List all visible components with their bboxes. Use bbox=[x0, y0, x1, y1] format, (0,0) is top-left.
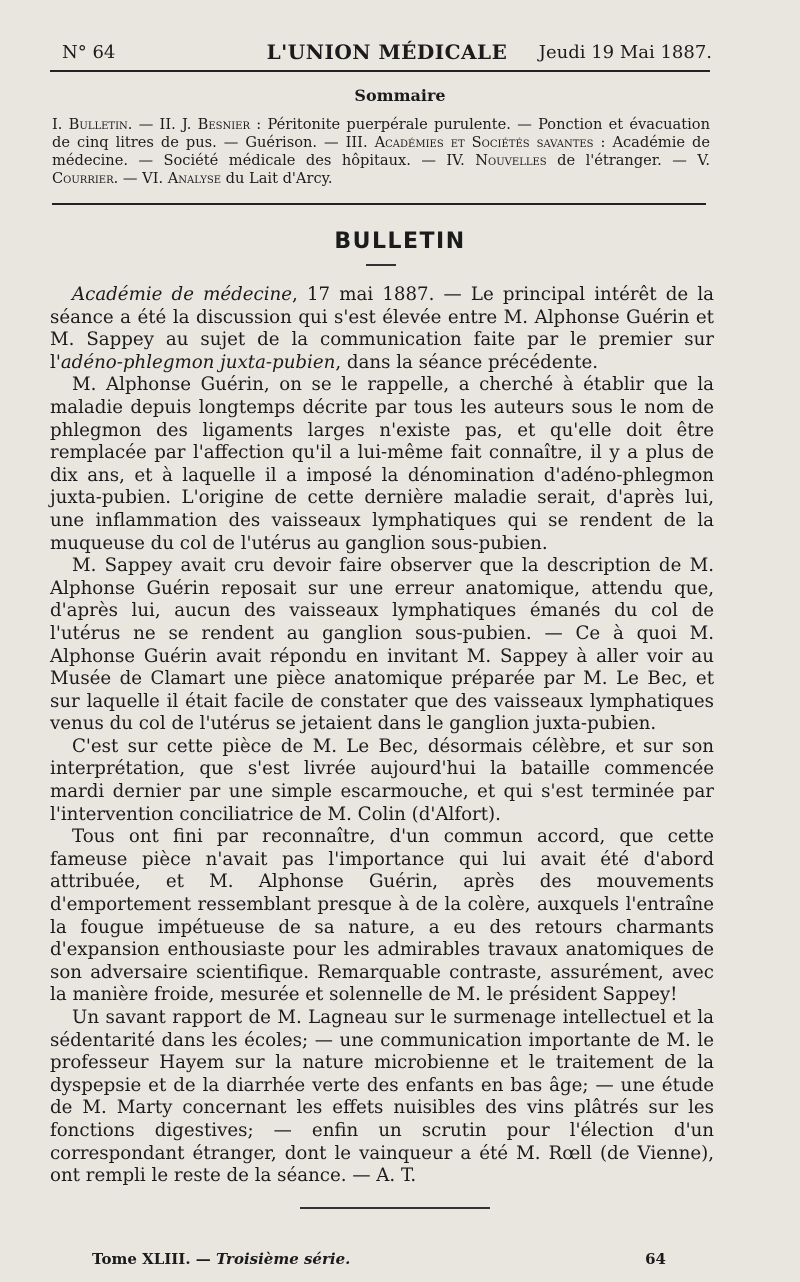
paragraph-3: M. Sappey avait cru devoir faire observer que la description de M. Alphonse Guérin reposait sur une erreur anatomique, attendu que, d'après lui, aucun des vaisseaux lymphatiques émanés du col de l'utérus ne se rendent au ganglion sous-pubien. — Ce à quoi M. Alphonse Guérin avait répondu en invitant M. Sappey à aller voir au Musée de Clamart une pièce anatomique préparée par M. Le Bec, et sur laquelle il était facile de constater que des vaisseaux lymphatiques venus du col de l'utérus se jetaient dans le ganglion juxta-pubien. bbox=[50, 555, 714, 735]
paragraph-1: Académie de médecine, 17 mai 1887. — Le principal intérêt de la séance a été la discussion qui s'est élevée entre M. Alphonse Guérin et M. Sappey au sujet de la communication faite par le premier sur l'adéno-phlegmon juxta-pubien, dans la séance précédente. bbox=[50, 284, 714, 373]
issue-number: N° 64 bbox=[62, 42, 116, 63]
issue-date: Jeudi 19 Mai 1887. bbox=[538, 42, 712, 63]
folio-number: 64 bbox=[645, 1250, 666, 1268]
header-rule bbox=[50, 70, 710, 72]
sommaire-text: I. Bulletin. — II. J. Besnier : Péritonite puerpérale purulente. — Ponction et évacuation de cinq litres de pus. — Guérison. — III. Académies et Sociétés savantes : Académie de médecine. — Société médicale des hôpitaux. — IV. Nouvelles de l'étranger. — V. Courrier. — VI. Analyse du Lait d'Arcy. bbox=[52, 116, 710, 187]
section-title-dash bbox=[366, 264, 396, 266]
paragraph-4: C'est sur cette pièce de M. Le Bec, désormais célèbre, et sur son interprétation, que s'est livrée aujourd'hui la bataille commencée mardi dernier par une simple escarmouche, et qui s'est terminée par l'intervention conciliatrice de M. Colin (d'Alfort). bbox=[50, 735, 714, 825]
tome-label: Tome XLIII. — Troisième série. bbox=[92, 1250, 351, 1268]
paragraph-5: Tous ont fini par reconnaître, d'un commun accord, que cette fameuse pièce n'avait pas l'importance qui lui avait été d'abord attribuée, et M. Alphonse Guérin, après des mouvements d'emportement ressemblant presque à de la colère, auxquels l'entraîne la fougue impétueuse de sa nature, a eu des retours charmants d'expansion enthousiaste pour les admirables travaux anatomiques de son adversaire scientifique. Remarquable contraste, assurément, avec la manière froide, mesurée et solennelle de M. le président Sappey! bbox=[50, 826, 714, 1006]
sommaire-rule bbox=[52, 203, 706, 205]
bulletin-article bbox=[50, 284, 714, 1188]
running-header bbox=[62, 38, 712, 68]
page-footer bbox=[92, 1250, 666, 1270]
journal-title: L'UNION MÉDICALE bbox=[266, 40, 508, 64]
paragraph-2: M. Alphonse Guérin, on se le rappelle, a cherché à établir que la maladie depuis longtemps décrite par tous les auteurs sous le nom de phlegmon des ligaments larges n'existe pas, et qu'elle doit être remplacée par l'affection qu'il a lui-même fait connaître, il y a plus de dix ans, et à laquelle il a imposé la dénomination d'adéno-phlegmon juxta-pubien. L'origine de cette dernière maladie serait, d'après lui, une inflammation des vaisseaux lymphatiques qui se rendent de la muqueuse du col de l'utérus au ganglion sous-pubien. bbox=[50, 374, 714, 554]
section-title: BULLETIN bbox=[334, 229, 466, 254]
paragraph-6: Un savant rapport de M. Lagneau sur le surmenage intellectuel et la sédentarité dans les écoles; — une communication importante de M. le professeur Hayem sur la nature microbienne et le traitement de la dyspepsie et de la diarrhée verte des enfants en bas âge; — une étude de M. Marty concernant les effets nuisibles des vins plâtrés sur les fonctions digestives; — enfin un scrutin pour l'élection d'un correspondant étranger, dont le vainqueur a été M. Rœll (de Vienne), ont rempli le reste de la séance. — A. T. bbox=[50, 1007, 714, 1187]
footer-rule bbox=[300, 1207, 490, 1209]
sommaire-title: Sommaire bbox=[354, 86, 446, 105]
